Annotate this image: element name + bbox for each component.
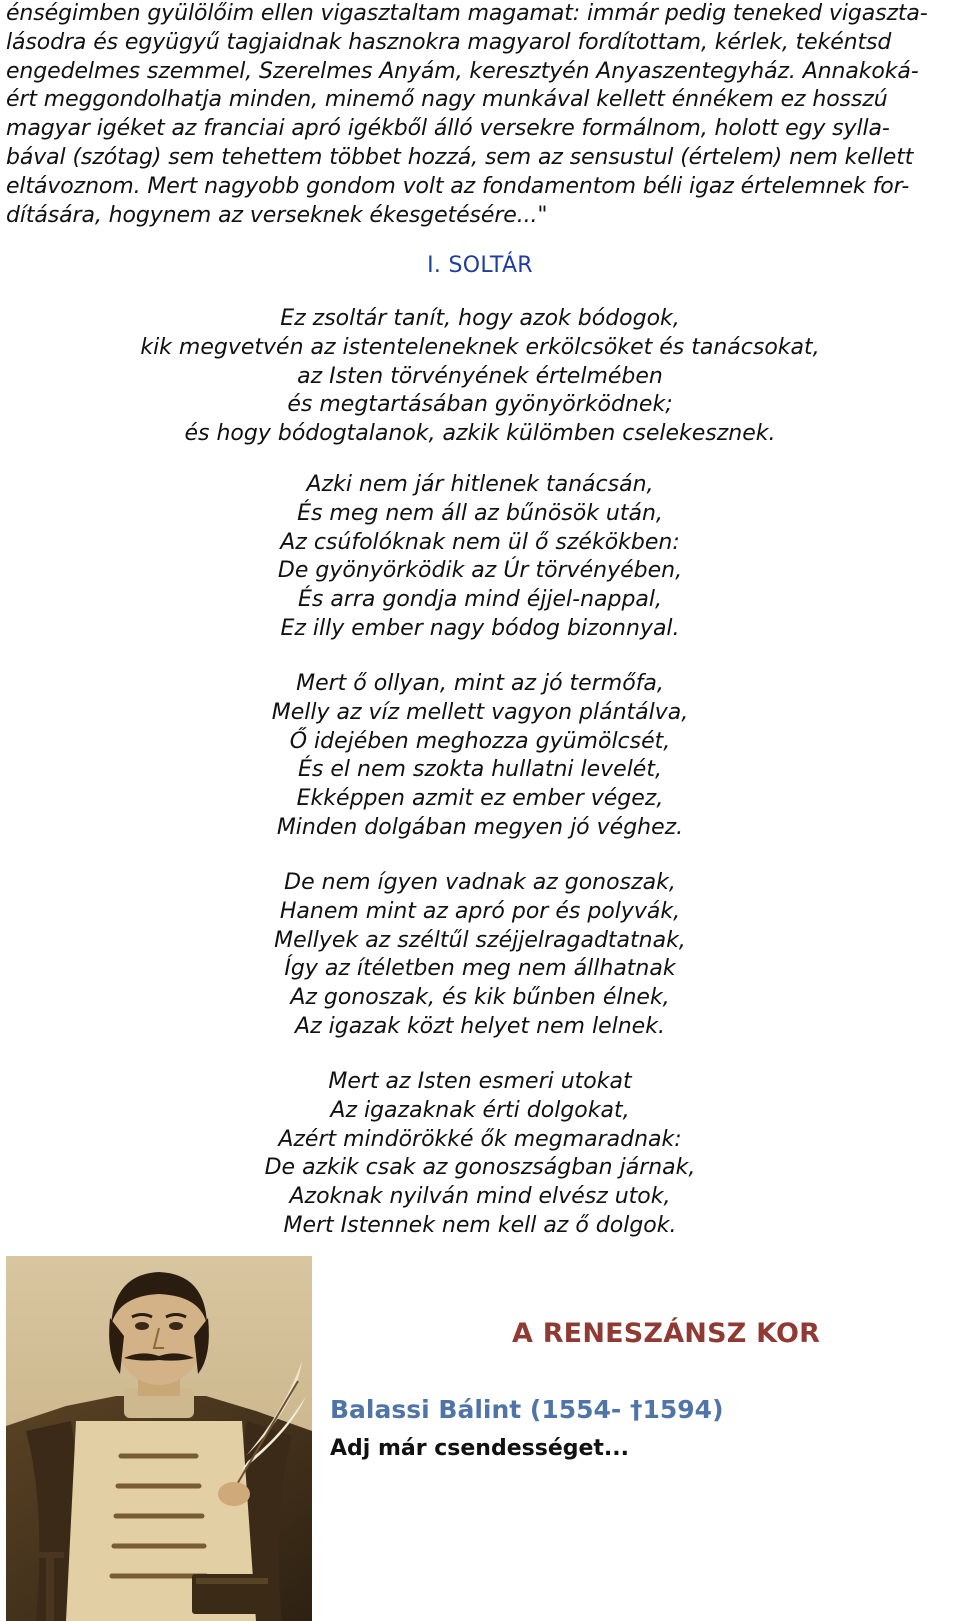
verse-line: És arra gondja mind éjjel-nappal, — [297, 587, 663, 613]
prose-line: magyar igéket az franciai apró igékből álló versekre formálnom, holott egy sylla- — [6, 116, 890, 142]
stanza — [0, 471, 960, 644]
verse-line: Az igazaknak érti dolgokat, — [330, 1097, 630, 1123]
portrait-image — [6, 1256, 312, 1621]
verse-line: Hanem mint az apró por és polyvák, — [279, 898, 681, 924]
psalm-title: I. SOLTÁR — [427, 253, 533, 278]
verse-line: Mert ő ollyan, mint az jó termőfa, — [296, 671, 664, 696]
verse-line: Az igazak közt helyet nem lelnek. — [295, 1013, 665, 1039]
intro-prose — [6, 0, 946, 230]
poem-title: Adj már csendességet... — [330, 1436, 630, 1461]
prose-line: eltávoznom. Mert nagyobb gondom volt az fondamentom béli igaz értelemnek for- — [6, 173, 910, 199]
verse-line: Melly az víz mellett vagyon plántálva, — [271, 699, 689, 725]
verse-line: Mert Istennek nem kell az ő dolgok. — [283, 1212, 677, 1238]
verse-line: Mellyek az széltűl széjjelragadtatnak, — [274, 927, 686, 953]
prose-line: bával (szótag) sem tehettem többet hozzá, sem az sensustul (értelem) nem kellett — [6, 144, 914, 170]
summary-line: Ez zsoltár tanít, hogy azok bódogok, — [280, 306, 680, 331]
prose-line: énségimben gyülölőim ellen vigasztaltam magamat: immár pedig teneked vigaszta- — [6, 1, 928, 26]
summary-line: az Isten törvényének értelmében — [297, 363, 663, 389]
verse-line: Minden dolgában megyen jó véghez. — [276, 814, 684, 840]
verse-line: Ekképpen azmit ez ember végez, — [296, 786, 664, 812]
verse-line: Így az ítéletben meg nem állhatnak — [284, 956, 676, 982]
verse-line: De nem ígyen vadnak az gonoszak, — [284, 870, 676, 895]
verse-line: És meg nem áll az bűnösök után, — [297, 500, 663, 526]
summary-line: és hogy bódogtalanok, azkik külömben cselekesznek. — [184, 421, 776, 447]
verse-line: Azki nem jár hitlenek tanácsán, — [306, 472, 654, 497]
summary-line: és megtartásában gyönyörködnek; — [287, 392, 673, 418]
verse-line: De azkik csak az gonoszságban járnak, — [264, 1155, 696, 1181]
verse-line: És el nem szokta hullatni levelét, — [298, 757, 662, 783]
author-name: Balassi Bálint (1554- †1594) — [330, 1395, 724, 1424]
verse-line: Azért mindörökké ők megmaradnak: — [278, 1126, 682, 1152]
prose-line: lásodra és együgyű tagjaidnak hasznokra magyarol fordítottam, kérlek, tekéntsd — [6, 29, 892, 55]
stanza — [0, 1068, 960, 1241]
prose-line: ért meggondolhatja minden, minemő nagy munkával kellett énnékem ez hosszú — [6, 87, 888, 113]
stanza — [0, 670, 960, 843]
verse-line: Az csúfolóknak nem ül ő székökben: — [280, 529, 680, 555]
verse-line: Mert az Isten esmeri utokat — [328, 1069, 632, 1094]
stanza — [0, 869, 960, 1042]
psalm-summary — [0, 305, 960, 449]
verse-line: De gyönyörködik az Úr törvényében, — [277, 558, 683, 584]
verse-line: Azoknak nyilván mind elvész utok, — [289, 1184, 671, 1210]
verse-line: Az gonoszak, és kik bűnben élnek, — [290, 985, 670, 1011]
summary-line: kik megvetvén az istenteleneknek erkölcsöket és tanácsokat, — [140, 334, 820, 360]
prose-line: engedelmes szemmel, Szerelmes Anyám, keresztyén Anyaszentegyház. Annakoká- — [6, 58, 919, 84]
section-heading: A RENESZÁNSZ KOR — [512, 1318, 821, 1349]
prose-line: dítására, hogynem az verseknek ékesgetésére..." — [6, 202, 548, 228]
verse-line: Ő idejében meghozza gyümölcsét, — [289, 728, 671, 754]
verse-line: Ez illy ember nagy bódog bizonnyal. — [280, 615, 680, 641]
